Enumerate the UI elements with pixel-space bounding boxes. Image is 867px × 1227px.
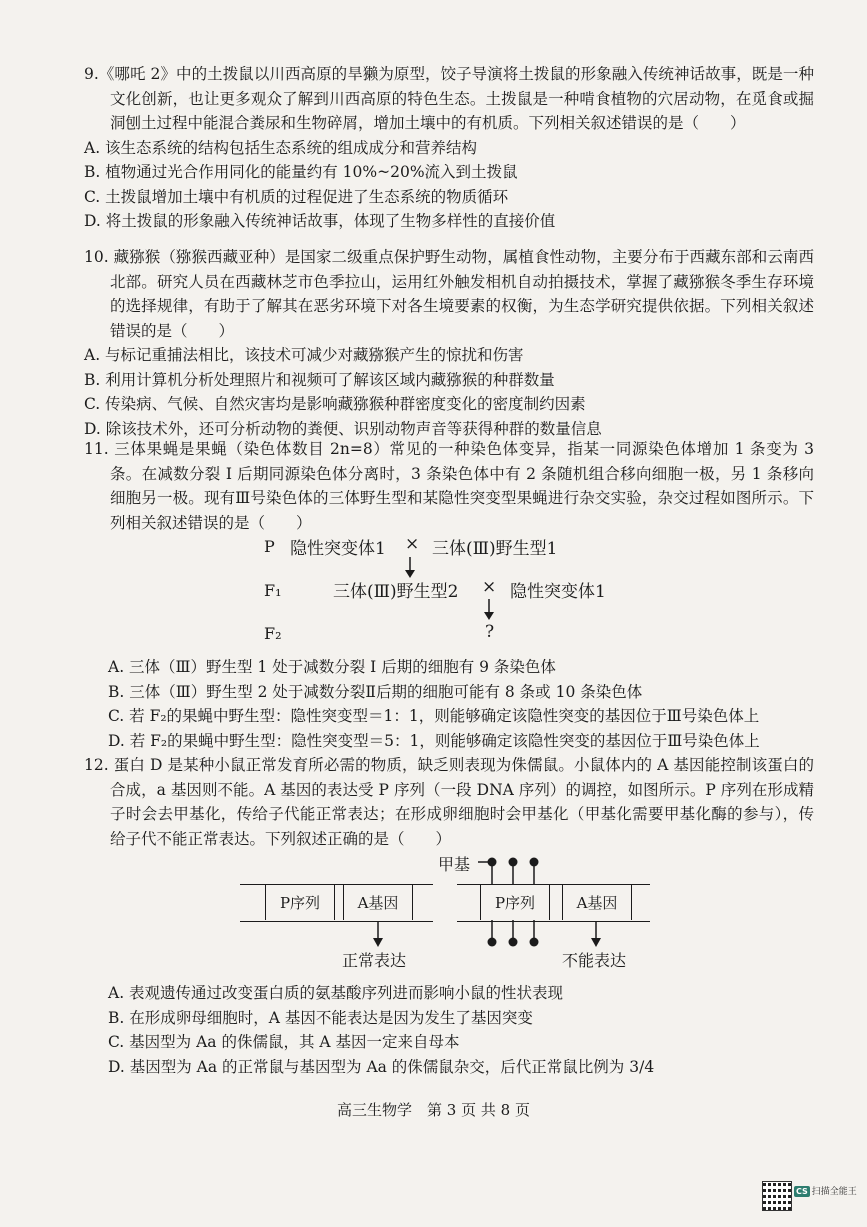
option-c: C. 传染病、气候、自然灾害均是影响藏猕猴种群密度变化的密度制约因素 [84,395,586,413]
cross-symbol: × [482,577,497,597]
arrow-down-icon [370,920,386,950]
methyl-group-icon [478,850,548,960]
option-d: D. 除该技术外，还可分析动物的粪便、识别动物声音等获得种群的数量信息 [84,419,602,438]
option-d: D. 将土拨鼠的形象融入传统神话故事，体现了生物多样性的直接价值 [84,212,556,230]
question-stem: 10. 藏猕猴（猕猴西藏亚种）是国家二级重点保护野生动物，属植食性动物，主要分布于西藏东部和云南西北部。研究人员在西藏林芝市色季拉山，运用红外触发相机自动拍摄技术，掌握了藏猕猴冬季生存环境的选择规律，有助于了解其在恶劣环境下对各生境要素的权衡，为生态学研究提供依据。下列相关叙述错误的是（ ） [84,248,814,340]
right-result-label: 不能表达 [562,951,627,970]
option-c: C. 若 F₂的果蝇中野生型：隐性突变型＝1：1，则能够确定该隐性突变的基因位于Ⅲ号染色体上 [108,707,760,725]
f1-right-parent: 隐性突变体1 [510,582,606,602]
question-12-options [108,981,828,1079]
option-d: D. 若 F₂的果蝇中野生型：隐性突变型＝5：1，则能够确定该隐性突变的基因位于Ⅲ号染色体上 [108,731,760,750]
question-11 [84,437,814,535]
p-left-parent: 隐性突变体1 [290,539,386,559]
a-gene-box [343,884,413,920]
p-sequence-box [265,884,335,920]
option-c: C. 土拨鼠增加土壤中有机质的过程促进了生态系统的物质循环 [84,187,509,206]
p-sequence-label: P序列 [279,893,321,912]
a-gene-label: A基因 [357,893,399,912]
generation-f1-label: F₁ [264,581,282,600]
cross-symbol: × [405,534,420,554]
option-b: B. 植物通过光合作用同化的能量约有 10%~20%流入到土拨鼠 [84,163,518,181]
question-9 [84,62,814,234]
option-a: A. 表观遗传通过改变蛋白质的氨基酸序列进而影响小鼠的性状表现 [108,984,564,1002]
a-gene-box-methylated [562,884,632,920]
arrow-down-icon [588,920,604,950]
question-11-options [108,655,828,753]
option-b: B. 三体（Ⅲ）野生型 2 处于减数分裂Ⅱ后期的细胞可能有 8 条或 10 条染色体 [108,682,643,701]
qr-code-icon [762,1181,792,1211]
scanner-watermark [794,1184,857,1197]
scanner-logo-icon: CS [796,1187,808,1196]
question-12 [84,753,814,851]
option-b: B. 在形成卵母细胞时，A 基因不能表达是因为发生了基因突变 [108,1008,533,1027]
f1-left-parent: 三体(Ⅲ)野生型2 [333,582,459,602]
question-10 [84,245,814,441]
question-stem: 11. 三体果蝇是果蝇（染色体数目 2n=8）常见的一种染色体变异，指某一同源染色体增加 1 条变为 3 条。在减数分裂 I 后期同源染色体分离时，3 条染色体中有 2 条随机组合移向细胞一极，另 1 条移向细胞另一极。现有Ⅲ号染色体的三体野生型和某隐性突变型果蝇进行杂交实验，杂交过程如图所示。下列相关叙述错误的是（ ） [84,440,814,532]
option-a: A. 与标记重捕法相比，该技术可减少对藏猕猴产生的惊扰和伤害 [84,346,524,364]
arrow-down-icon [481,598,497,622]
p-sequence-label: P序列 [494,893,536,912]
methylation-diagram [240,850,660,975]
generation-f2-label: F₂ [264,624,282,643]
option-c: C. 基因型为 Aa 的侏儒鼠，其 A 基因一定来自母本 [108,1033,460,1051]
a-gene-label: A基因 [576,893,618,912]
methyl-label: 甲基 [438,855,471,874]
left-result-label: 正常表达 [342,951,407,970]
generation-p-label: P [264,537,275,556]
scanner-brand-text: 扫描全能王 [811,1187,857,1197]
page-footer: 高三生物学 第 3 页 共 8 页 [337,1101,530,1119]
question-stem: 12. 蛋白 D 是某种小鼠正常发育所必需的物质，缺乏则表现为侏儒鼠。小鼠体内的 A 基因能控制该蛋白的合成，a 基因则不能。A 基因的表达受 P 序列（一段 DNA 序列）的调控，如图所示。P 序列在形成精子时会去甲基化，传给子代能正常表达；在形成卵细胞时会甲基化（甲基化需要甲基化酶的参与），传给子代不能正常表达。下列叙述正确的是（ ） [84,756,814,848]
f2-result: ? [485,622,495,642]
option-a: A. 三体（Ⅲ）野生型 1 处于减数分裂 I 后期的细胞有 9 条染色体 [108,658,556,676]
option-d: D. 基因型为 Aa 的正常鼠与基因型为 Aa 的侏儒鼠杂交，后代正常鼠比例为 3/4 [108,1057,655,1076]
option-a: A. 该生态系统的结构包括生态系统的组成成分和营养结构 [84,138,478,157]
option-b: B. 利用计算机分析处理照片和视频可了解该区域内藏猕猴的种群数量 [84,370,555,389]
question-stem: 9.《哪吒 2》中的土拨鼠以川西高原的旱獭为原型，饺子导演将土拨鼠的形象融入传统神话故事，既是一种文化创新，也让更多观众了解到川西高原的特色生态。土拨鼠是一种啃食植物的穴居动物，在觅食或掘洞刨土过程中能混合粪尿和生物碎屑，增加土壤中的有机质。下列相关叙述错误的是（ ） [84,65,814,132]
p-right-parent: 三体(Ⅲ)野生型1 [432,539,558,559]
